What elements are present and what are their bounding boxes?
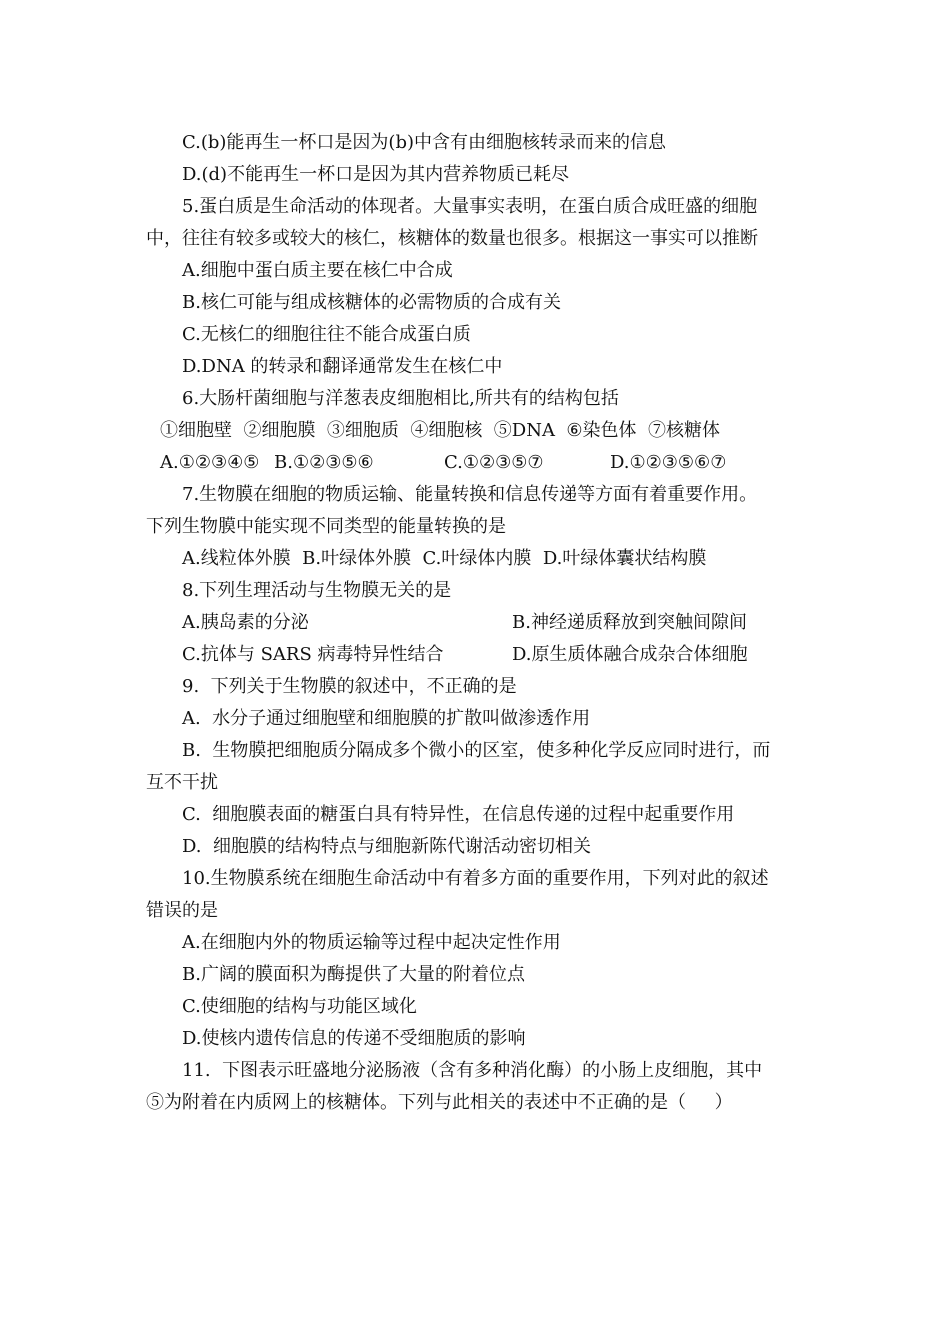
- q4-option-c: C.(b)能再生一杯口是因为(b)中含有由细胞核转录而来的信息: [182, 132, 666, 153]
- q10-option-c: C.使细胞的结构与功能区域化: [182, 996, 417, 1017]
- q5-stem-line-1: 5.蛋白质是生命活动的体现者。大量事实表明，在蛋白质合成旺盛的细胞: [182, 196, 758, 217]
- q8-option-a: A.胰岛素的分泌: [182, 612, 309, 633]
- q5-option-a: A.细胞中蛋白质主要在核仁中合成: [182, 260, 453, 281]
- q6-option-d: D.①②③⑤⑥⑦: [610, 452, 727, 473]
- q6-stem: 6.大肠杆菌细胞与洋葱表皮细胞相比,所共有的结构包括: [182, 388, 619, 409]
- q7-stem-line-2: 下列生物膜中能实现不同类型的能量转换的是: [146, 516, 506, 537]
- q6-structure-list: ①细胞壁 ②细胞膜 ③细胞质 ④细胞核 ⑤DNA ⑥染色体 ⑦核糖体: [160, 420, 720, 441]
- q11-stem-line-2: ⑤为附着在内质网上的核糖体。下列与此相关的表述中不正确的是（ ）: [146, 1092, 733, 1113]
- q9-option-c: C. 细胞膜表面的糖蛋白具有特异性，在信息传递的过程中起重要作用: [182, 804, 735, 825]
- q10-stem-line-2: 错误的是: [146, 900, 218, 921]
- q5-option-c: C.无核仁的细胞往往不能合成蛋白质: [182, 324, 471, 345]
- q9-stem: 9. 下列关于生物膜的叙述中，不正确的是: [182, 676, 517, 697]
- q6-option-c: C.①②③⑤⑦: [444, 452, 544, 473]
- q11-stem-line-1: 11. 下图表示旺盛地分泌肠液（含有多种消化酶）的小肠上皮细胞，其中: [182, 1060, 763, 1081]
- q8-option-c: C.抗体与 SARS 病毒特异性结合: [182, 644, 444, 665]
- q10-option-d: D.使核内遗传信息的传递不受细胞质的影响: [182, 1028, 526, 1049]
- q5-option-d: D.DNA 的转录和翻译通常发生在核仁中: [182, 356, 503, 377]
- q9-option-a: A. 水分子通过细胞壁和细胞膜的扩散叫做渗透作用: [182, 708, 591, 729]
- q8-stem: 8.下列生理活动与生物膜无关的是: [182, 580, 452, 601]
- q10-option-a: A.在细胞内外的物质运输等过程中起决定性作用: [182, 932, 561, 953]
- q6-option-a: A.①②③④⑤: [160, 452, 260, 473]
- q8-option-d: D.原生质体融合成杂合体细胞: [512, 644, 748, 665]
- q8-option-b: B.神经递质释放到突触间隙间: [512, 612, 747, 633]
- q7-stem-line-1: 7.生物膜在细胞的物质运输、能量转换和信息传递等方面有着重要作用。: [182, 484, 758, 505]
- q9-option-b-line-1: B. 生物膜把细胞质分隔成多个微小的区室，使多种化学反应同时进行，而: [182, 740, 771, 761]
- q6-option-b: B.①②③⑤⑥: [274, 452, 374, 473]
- q5-stem-line-2: 中，往往有较多或较大的核仁，核糖体的数量也很多。根据这一事实可以推断: [146, 228, 758, 249]
- q4-option-d: D.(d)不能再生一杯口是因为其内营养物质已耗尽: [182, 164, 570, 185]
- q9-option-b-line-2: 互不干扰: [146, 772, 218, 793]
- q9-option-d: D. 细胞膜的结构特点与细胞新陈代谢活动密切相关: [182, 836, 591, 857]
- q5-option-b: B.核仁可能与组成核糖体的必需物质的合成有关: [182, 292, 561, 313]
- q10-stem-line-1: 10.生物膜系统在细胞生命活动中有着多方面的重要作用，下列对此的叙述: [182, 868, 769, 889]
- q10-option-b: B.广阔的膜面积为酶提供了大量的附着位点: [182, 964, 525, 985]
- q7-options: A.线粒体外膜 B.叶绿体外膜 C.叶绿体内膜 D.叶绿体囊状结构膜: [182, 548, 707, 569]
